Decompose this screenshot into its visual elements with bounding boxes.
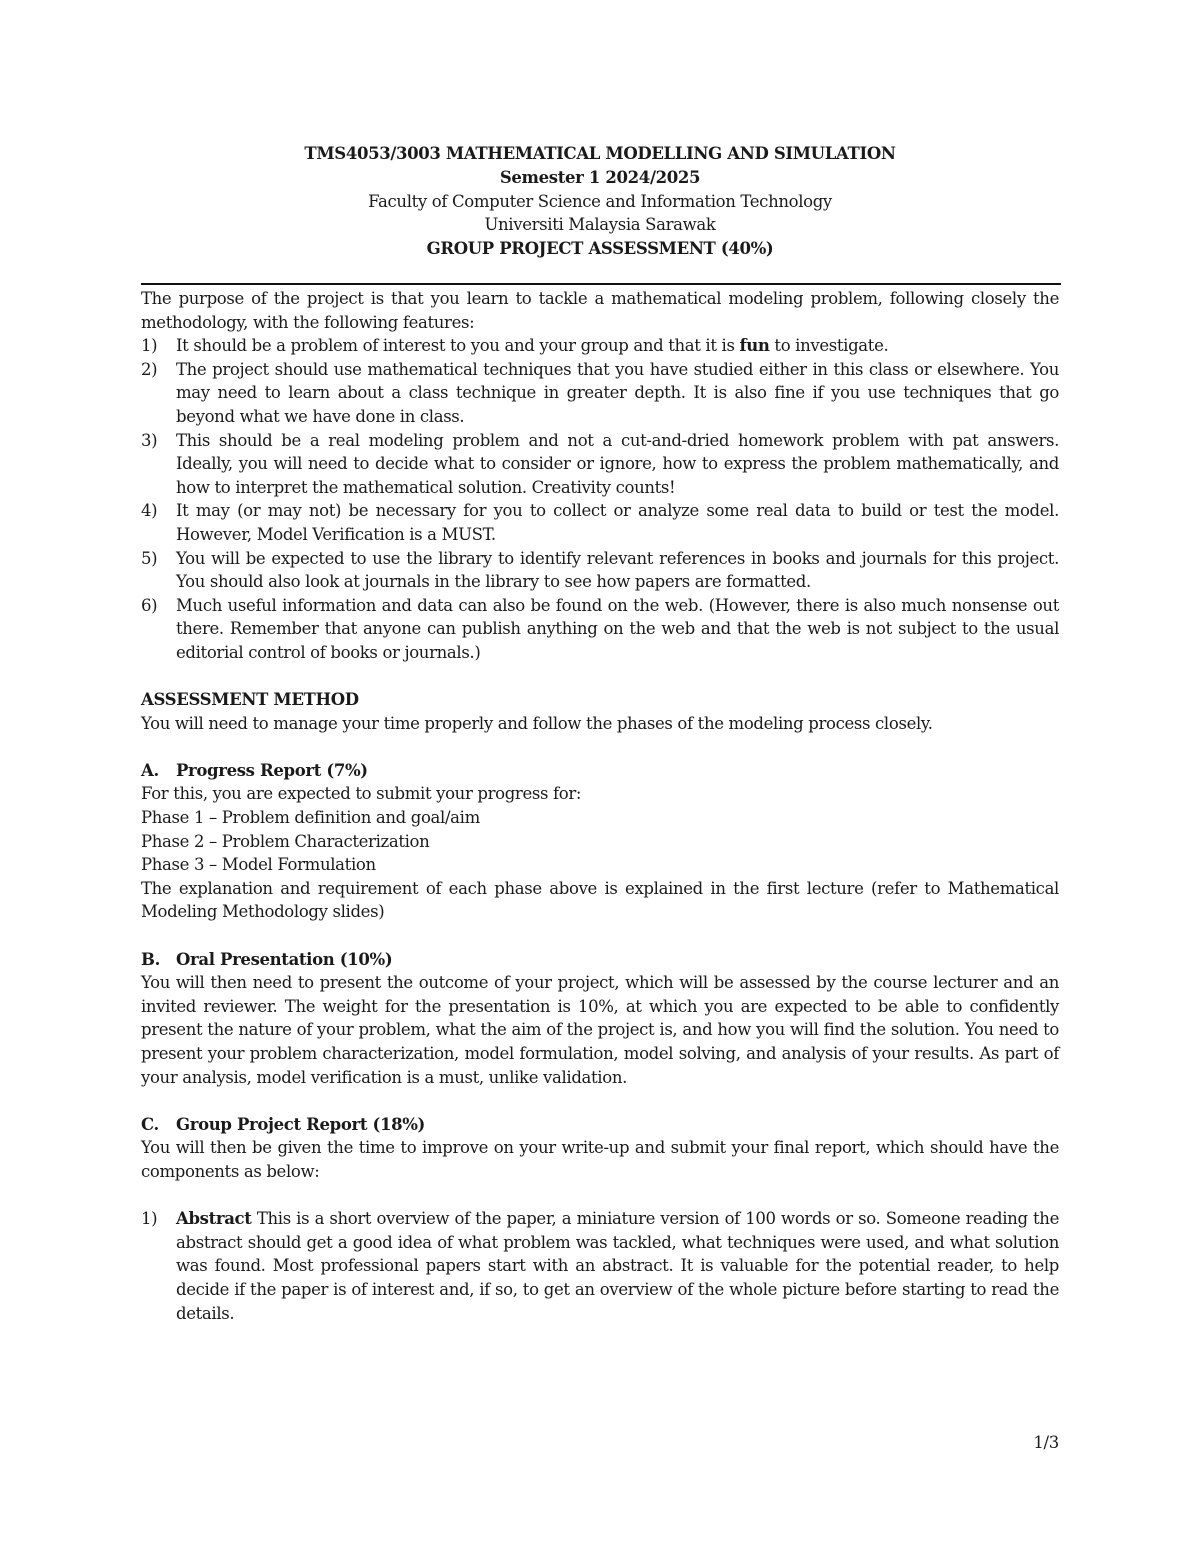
- feature-text: This should be a real modeling problem and not a cut-and-dried homework problem with pat answers. Ideally, you will need to decide what to consider or ignore, how to express the problem mathematically, and how to interpret the mathematical solution. Creativity counts!: [176, 430, 1059, 497]
- section-c-heading: [141, 1113, 1059, 1137]
- document-header: [141, 142, 1059, 261]
- phase-line: Phase 2 – Problem Characterization: [141, 831, 430, 851]
- component-term: Abstract: [176, 1209, 252, 1229]
- feature-text: The project should use mathematical techniques that you have studied either in this class or elsewhere. You may need to learn about a class technique in greater depth. It is also fine if you use techniques that go beyond what we have done in class.: [176, 359, 1059, 426]
- feature-item: [141, 334, 1059, 358]
- section-b-text: You will then need to present the outcome of your project, which will be assessed by the course lecturer and an invited reviewer. The weight for the presentation is 10%, at which you are expected to be able to confidently present the nature of your problem, what the aim of the project is, and how you will find the solution. You need to present your problem characterization, model formulation, model solving, and analysis of your results. As part of your analysis, model verification is a must, unlike validation.: [141, 973, 1059, 1087]
- feature-text: It may (or may not) be necessary for you to collect or analyze some real data to build or test the model. However, Model Verification is a MUST.: [176, 501, 1059, 544]
- feature-item: [141, 429, 1059, 500]
- feature-text: Much useful information and data can also be found on the web. (However, there is also much nonsense out there. Remember that anyone can publish anything on the web and that the web is not subject to the usual editorial control of books or journals.): [176, 595, 1059, 662]
- feature-item: [141, 594, 1059, 665]
- assessment-method-text: You will need to manage your time properly and follow the phases of the modeling process closely.: [141, 713, 933, 733]
- section-letter: C.: [141, 1114, 159, 1134]
- page-number: 1/3: [1033, 1433, 1059, 1452]
- assessment-method-heading: ASSESSMENT METHOD: [141, 690, 359, 710]
- section-title: Oral Presentation (10%): [176, 949, 393, 969]
- component-text: Abstract This is a short overview of the paper, a miniature version of 100 words or so. Someone reading the abstract should get a good idea of what problem was tackled, what techniques were used, and what solution was found. Most professional papers start with an abstract. It is valuable for the potential reader, to help decide if the paper is of interest and, if so, to get an overview of the whole picture before starting to read the details.: [176, 1209, 1059, 1323]
- feature-item: [141, 499, 1059, 546]
- header-divider: [141, 283, 1061, 285]
- emphasis-fun: fun: [739, 336, 770, 356]
- assessment-title: GROUP PROJECT ASSESSMENT (40%): [426, 239, 774, 259]
- feature-number: 2): [141, 359, 158, 379]
- feature-text: It should be a problem of interest to you and your group and that it is fun to investigate.: [176, 336, 889, 356]
- section-a-note: The explanation and requirement of each phase above is explained in the first lecture (refer to Mathematical Modeling Methodology slides): [141, 878, 1059, 922]
- feature-number: 5): [141, 548, 158, 568]
- section-title: Progress Report (7%): [176, 760, 368, 780]
- feature-number: 3): [141, 430, 158, 450]
- feature-number: 6): [141, 595, 158, 615]
- section-letter: A.: [141, 760, 159, 780]
- section-letter: B.: [141, 949, 160, 969]
- intro-paragraph: The purpose of the project is that you learn to tackle a mathematical modeling problem, following closely the methodology, with the following features:: [141, 289, 1059, 332]
- university-line: Universiti Malaysia Sarawak: [484, 215, 716, 235]
- phase-line: Phase 1 – Problem definition and goal/aim: [141, 808, 480, 828]
- feature-item: [141, 358, 1059, 429]
- document-body: [141, 287, 1059, 1325]
- phase-line: Phase 3 – Model Formulation: [141, 855, 376, 875]
- section-a-intro: For this, you are expected to submit your progress for:: [141, 784, 582, 804]
- component-item: [141, 1207, 1059, 1325]
- feature-number: 1): [141, 336, 158, 356]
- faculty-line: Faculty of Computer Science and Information Technology: [368, 191, 832, 211]
- component-number: 1): [141, 1209, 158, 1229]
- feature-text: You will be expected to use the library to identify relevant references in books and journals for this project. You should also look at journals in the library to see how papers are formatted.: [176, 548, 1059, 592]
- section-a-heading: [141, 759, 1059, 783]
- feature-item: [141, 547, 1059, 594]
- course-title: TMS4053/3003 MATHEMATICAL MODELLING AND SIMULATION: [304, 144, 896, 163]
- section-b-heading: [141, 948, 1059, 972]
- semester-line: Semester 1 2024/2025: [499, 167, 701, 187]
- section-c-text: You will then be given the time to improve on your write-up and submit your final report, which should have the components as below:: [141, 1138, 1059, 1181]
- feature-number: 4): [141, 501, 158, 521]
- section-title: Group Project Report (18%): [176, 1114, 426, 1134]
